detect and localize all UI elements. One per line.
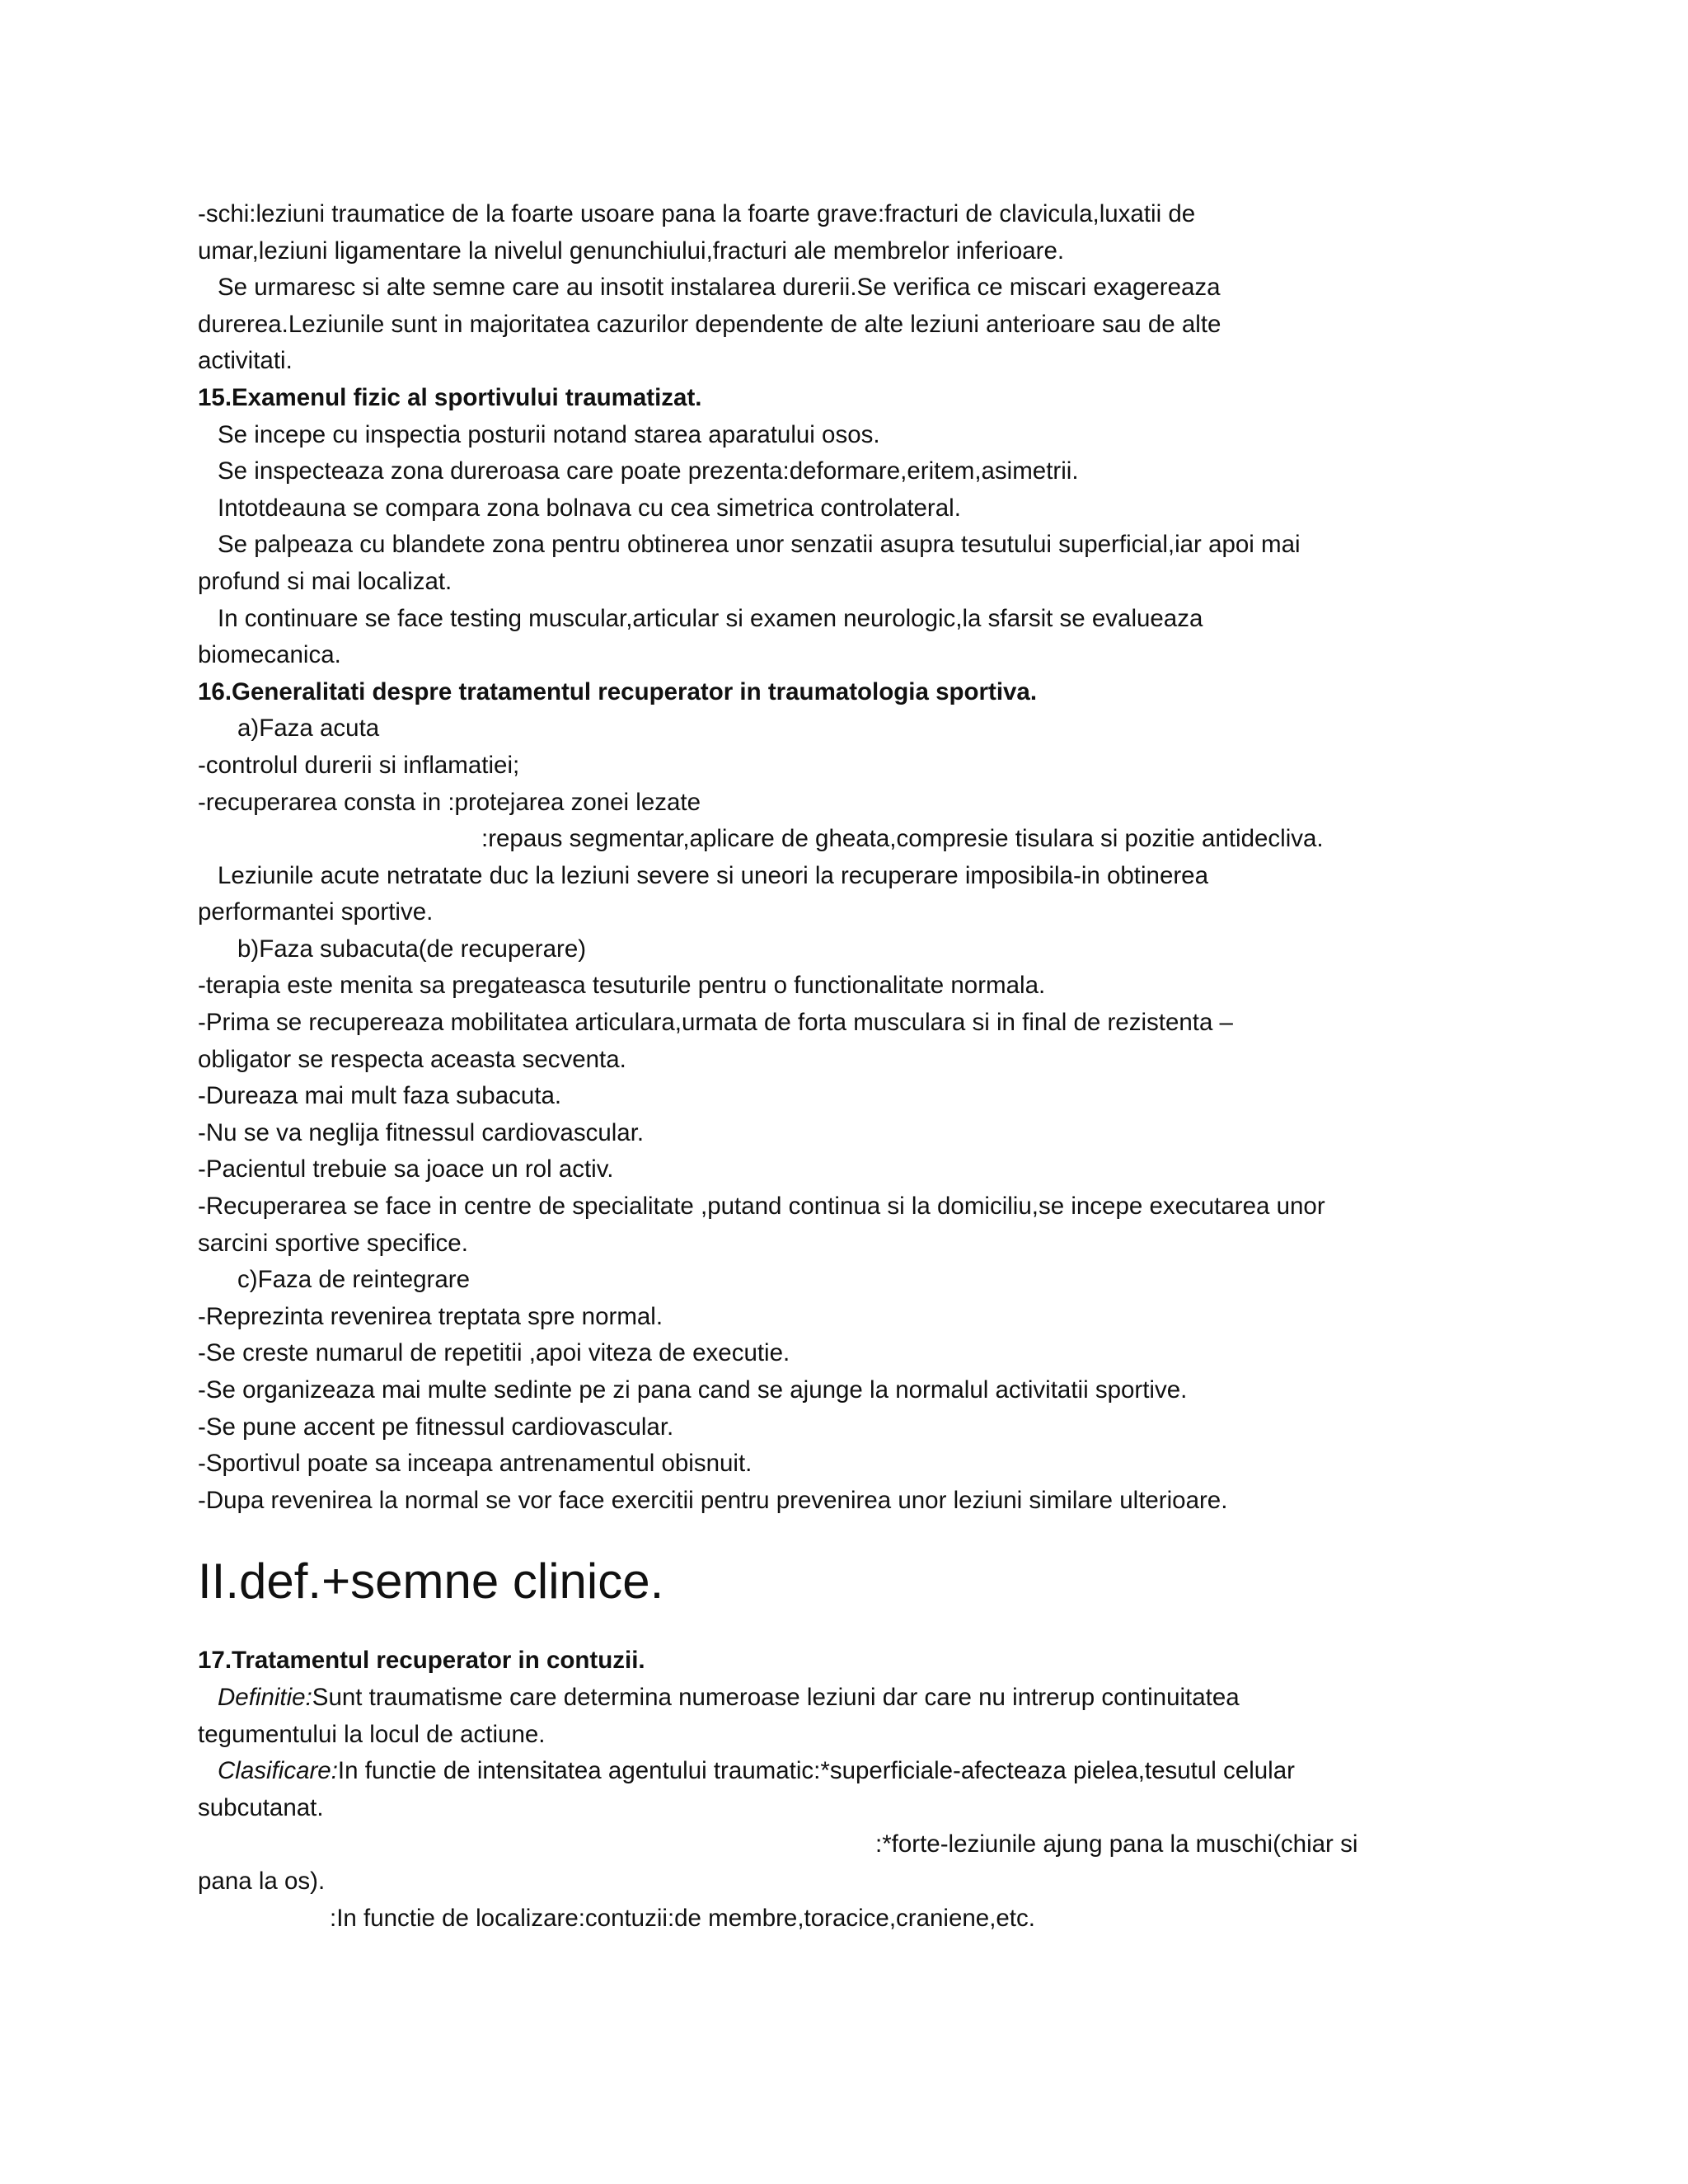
classification-line: [198, 1753, 1517, 1790]
text-line: Se inspecteaza zona dureroasa care poate prezenta:deformare,eritem,asimetrii.: [218, 457, 1079, 485]
question-16-title: 16.Generalitati despre tratamentul recuperator in traumatologia sportiva.: [198, 677, 1038, 705]
text-line: -terapia este menita sa pregateasca tesuturile pentru o functionalitate normala.: [198, 972, 1046, 1000]
text-line: :repaus segmentar,aplicare de gheata,compresie tisulara si pozitie antidecliva.: [481, 825, 1324, 853]
phase-c-label: c)Faza de reintegrare: [237, 1266, 471, 1294]
text-line: -Recuperarea se face in centre de specialitate ,putand continua si la domiciliu,se incepe executarea unor: [198, 1193, 1325, 1221]
document-page: [198, 196, 1517, 1937]
text-line: -Se creste numarul de repetitii ,apoi viteza de executie.: [198, 1339, 790, 1367]
text-line: :In functie de localizare:contuzii:de membre,toracice,craniene,etc.: [330, 1904, 1035, 1932]
classification-text: In functie de intensitatea agentului traumatic:*superficiale-afecteaza pielea,tesutul celular: [337, 1757, 1295, 1785]
definition-label: Definitie:: [218, 1683, 312, 1711]
text-line: In continuare se face testing muscular,articular si examen neurologic,la sfarsit se evalueaza: [218, 604, 1203, 632]
text-line: -Pacientul trebuie sa joace un rol activ.: [198, 1155, 614, 1183]
text-line: performantei sportive.: [198, 898, 434, 926]
text-line: -Sportivul poate sa inceapa antrenamentul obisnuit.: [198, 1450, 753, 1478]
text-line: activitati.: [198, 347, 293, 375]
text-line: biomecanica.: [198, 641, 341, 669]
text-line: -Nu se va neglija fitnessul cardiovascular.: [198, 1118, 645, 1146]
text-line: -Reprezinta revenirea treptata spre normal.: [198, 1302, 663, 1330]
question-17-title: 17.Tratamentul recuperator in contuzii.: [198, 1647, 645, 1675]
text-line: -Se pune accent pe fitnessul cardiovascular.: [198, 1413, 674, 1441]
text-line: -Se organizeaza mai multe sedinte pe zi pana cand se ajunge la normalul activitatii sportive.: [198, 1376, 1188, 1404]
text-line: -Dupa revenirea la normal se vor face exercitii pentru prevenirea unor leziuni similare ulterioare.: [198, 1486, 1228, 1514]
question-15-title: 15.Examenul fizic al sportivului traumatizat.: [198, 383, 702, 411]
text-line: pana la os).: [198, 1867, 326, 1895]
definition-line: [198, 1680, 1517, 1717]
text-line: profund si mai localizat.: [198, 567, 452, 595]
text-line: :*forte-leziunile ajung pana la muschi(chiar si: [875, 1830, 1358, 1858]
text-line: Intotdeauna se compara zona bolnava cu cea simetrica controlateral.: [218, 494, 961, 522]
definition-text: Sunt traumatisme care determina numeroase leziuni dar care nu intrerup continuitatea: [312, 1683, 1240, 1711]
text-line: obligator se respecta aceasta secventa.: [198, 1045, 626, 1073]
text-line: -Prima se recupereaza mobilitatea articulara,urmata de forta musculara si in final de rezistenta –: [198, 1009, 1233, 1037]
text-line: durerea.Leziunile sunt in majoritatea cazurilor dependente de alte leziuni anterioare sau de alte: [198, 310, 1221, 338]
text-line: subcutanat.: [198, 1793, 324, 1821]
text-line: Se urmaresc si alte semne care au insotit instalarea durerii.Se verifica ce miscari exagereaza: [218, 274, 1221, 302]
section-heading: II.def.+semne clinice.: [198, 1554, 664, 1610]
text-line: tegumentului la locul de actiune.: [198, 1720, 546, 1748]
text-line: Leziunile acute netratate duc la leziuni severe si uneori la recuperare imposibila-in obtinerea: [218, 861, 1208, 889]
text-line: -controlul durerii si inflamatiei;: [198, 751, 520, 779]
text-line: -Dureaza mai mult faza subacuta.: [198, 1082, 562, 1110]
text-line: sarcini sportive specifice.: [198, 1229, 468, 1257]
text-line: Se palpeaza cu blandete zona pentru obtinerea unor senzatii asupra tesutului superficial,iar apoi mai: [218, 531, 1301, 559]
classification-label: Clasificare:: [218, 1757, 338, 1785]
text-line: -recuperarea consta in :protejarea zonei lezate: [198, 788, 701, 816]
phase-b-label: b)Faza subacuta(de recuperare): [237, 935, 587, 963]
text-line: Se incepe cu inspectia posturii notand starea aparatului osos.: [218, 420, 880, 448]
text-line: umar,leziuni ligamentare la nivelul genunchiului,fracturi ale membrelor inferioare.: [198, 237, 1065, 265]
text-line: -schi:leziuni traumatice de la foarte usoare pana la foarte grave:fracturi de clavicula,luxatii de: [198, 200, 1196, 227]
phase-a-label: a)Faza acuta: [237, 715, 380, 743]
